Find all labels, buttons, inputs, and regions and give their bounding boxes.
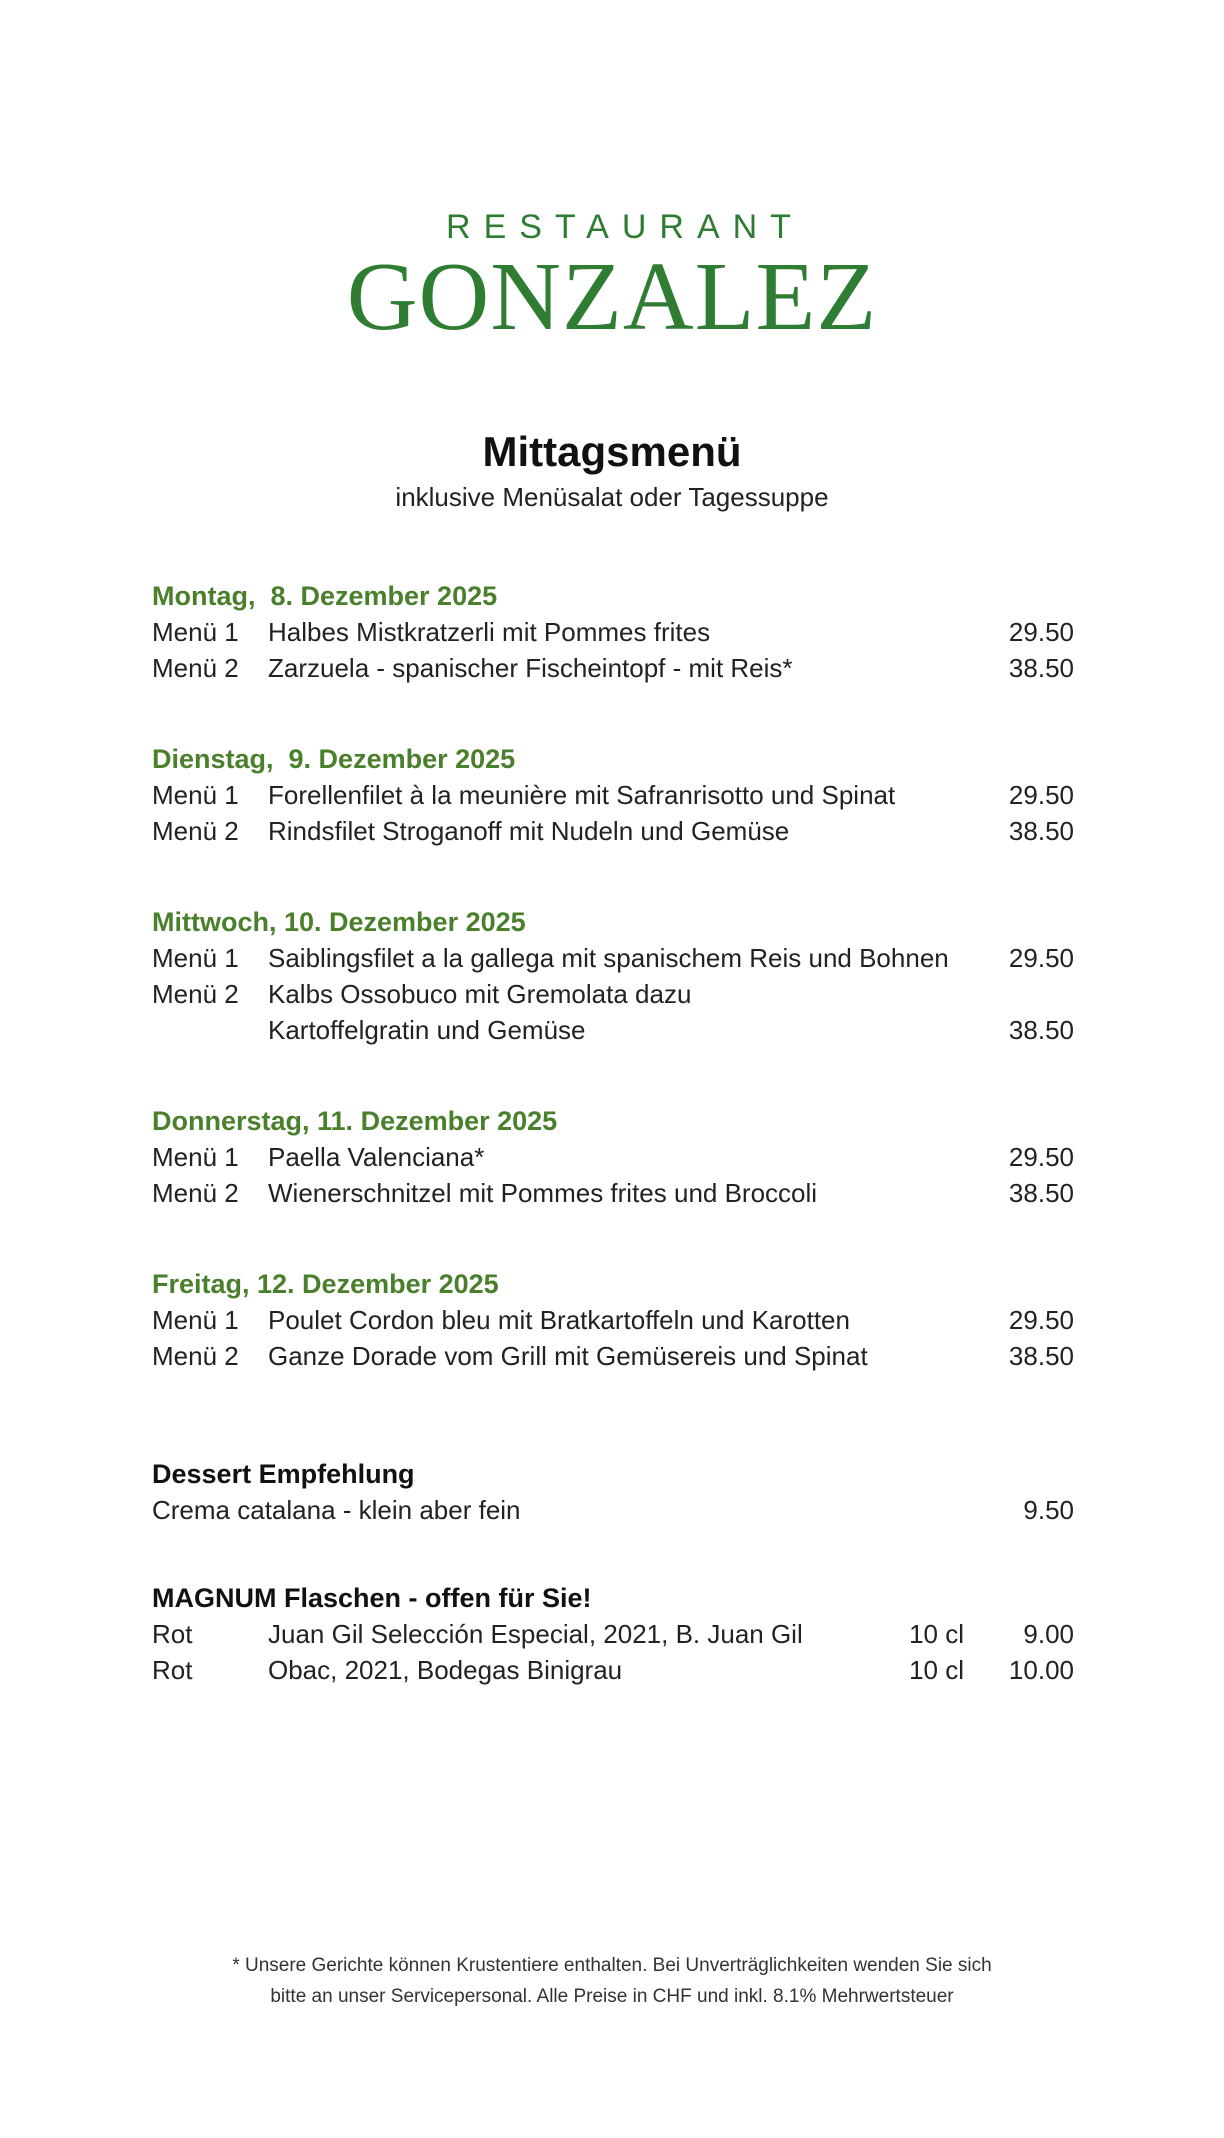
wine-quantity: 10 cl <box>909 1619 964 1649</box>
price: 29.50 <box>1008 1142 1074 1172</box>
menu-item <box>152 813 1074 849</box>
dish-name: Zarzuela - spanischer Fischeintopf - mit Reis* <box>268 653 793 683</box>
dish-name: Poulet Cordon bleu mit Bratkartoffeln und Karotten <box>268 1305 850 1335</box>
day-title: Mittwoch, 10. Dezember 2025 <box>152 907 526 937</box>
menu-label: Menü 1 <box>152 617 239 647</box>
dessert-title: Dessert Empfehlung <box>152 1459 415 1489</box>
day-title: Freitag, 12. Dezember 2025 <box>152 1269 499 1299</box>
menu-label: Menü 2 <box>152 1178 239 1208</box>
price: 38.50 <box>1008 1178 1074 1208</box>
wine-section <box>152 1580 1074 1688</box>
logo-restaurant-name: GONZALEZ <box>346 243 878 351</box>
page-title: Mittagsmenü <box>482 428 742 475</box>
wine-label: Rot <box>152 1655 193 1685</box>
menu-label: Menü 2 <box>152 1341 239 1371</box>
menu-label: Menü 2 <box>152 816 239 846</box>
menu-label: Menü 1 <box>152 943 239 973</box>
menu-item <box>152 777 1074 813</box>
dish-name: Rindsfilet Stroganoff mit Nudeln und Gemüse <box>268 816 790 846</box>
menu-item <box>152 940 1074 976</box>
dish-name: Saiblingsfilet a la gallega mit spanischem Reis und Bohnen <box>268 943 949 973</box>
day-thursday <box>152 1103 1074 1211</box>
dessert-section <box>152 1456 1074 1528</box>
dish-name: Wienerschnitzel mit Pommes frites und Broccoli <box>268 1178 818 1208</box>
menu-item <box>152 650 1074 686</box>
menu-item <box>152 1175 1074 1211</box>
dish-name: Kalbs Ossobuco mit Gremolata dazu Kartoffelgratin und Gemüse <box>268 979 692 1045</box>
price: 9.50 <box>1023 1495 1074 1525</box>
menu-label: Menü 1 <box>152 1305 239 1335</box>
price: 9.00 <box>1023 1619 1074 1649</box>
menu-item <box>152 976 1074 1048</box>
price: 29.50 <box>1008 780 1074 810</box>
wine-title: MAGNUM Flaschen - offen für Sie! <box>152 1583 592 1613</box>
day-title: Montag, 8. Dezember 2025 <box>152 581 498 611</box>
day-title: Dienstag, 9. Dezember 2025 <box>152 744 516 774</box>
footnote-line: * Unsere Gerichte können Krustentiere enthalten. Bei Unverträglichkeiten wenden Sie sich <box>232 1955 992 1976</box>
day-tuesday <box>152 741 1074 849</box>
menu-label: Menü 2 <box>152 653 239 683</box>
day-wednesday <box>152 904 1074 1048</box>
price: 38.50 <box>1008 1015 1074 1045</box>
dish-name: Ganze Dorade vom Grill mit Gemüsereis und Spinat <box>268 1341 868 1371</box>
wine-name: Obac, 2021, Bodegas Binigrau <box>268 1655 623 1685</box>
price: 38.50 <box>1008 653 1074 683</box>
price: 29.50 <box>1008 1305 1074 1335</box>
dish-name: Forellenfilet à la meunière mit Safranrisotto und Spinat <box>268 780 896 810</box>
dish-name: Paella Valenciana* <box>268 1142 485 1172</box>
menu-item <box>152 1338 1074 1374</box>
day-title: Donnerstag, 11. Dezember 2025 <box>152 1106 558 1136</box>
menu-item <box>152 1302 1074 1338</box>
wine-item <box>152 1652 1074 1688</box>
menu-content <box>152 578 1074 1688</box>
price: 29.50 <box>1008 943 1074 973</box>
wine-name: Juan Gil Selección Especial, 2021, B. Juan Gil <box>268 1619 803 1649</box>
day-monday <box>152 578 1074 686</box>
menu-label: Menü 1 <box>152 780 239 810</box>
footnote <box>0 1950 1224 2012</box>
price: 38.50 <box>1008 816 1074 846</box>
page-subtitle: inklusive Menüsalat oder Tagessuppe <box>395 482 829 512</box>
price: 10.00 <box>1008 1655 1074 1685</box>
wine-label: Rot <box>152 1619 193 1649</box>
wine-item <box>152 1616 1074 1652</box>
footnote-line: bitte an unser Servicepersonal. Alle Preise in CHF und inkl. 8.1% Mehrwertsteuer <box>270 1986 954 2007</box>
day-friday <box>152 1266 1074 1374</box>
dish-name: Halbes Mistkratzerli mit Pommes frites <box>268 617 711 647</box>
price: 29.50 <box>1008 617 1074 647</box>
dessert-item <box>152 1492 1074 1528</box>
price: 38.50 <box>1008 1341 1074 1371</box>
menu-label: Menü 2 <box>152 979 239 1009</box>
wine-quantity: 10 cl <box>909 1655 964 1685</box>
menu-label: Menü 1 <box>152 1142 239 1172</box>
logo-restaurant-label: RESTAURANT <box>446 208 804 246</box>
menu-item <box>152 614 1074 650</box>
menu-item <box>152 1139 1074 1175</box>
dessert-name: Crema catalana - klein aber fein <box>152 1495 521 1525</box>
